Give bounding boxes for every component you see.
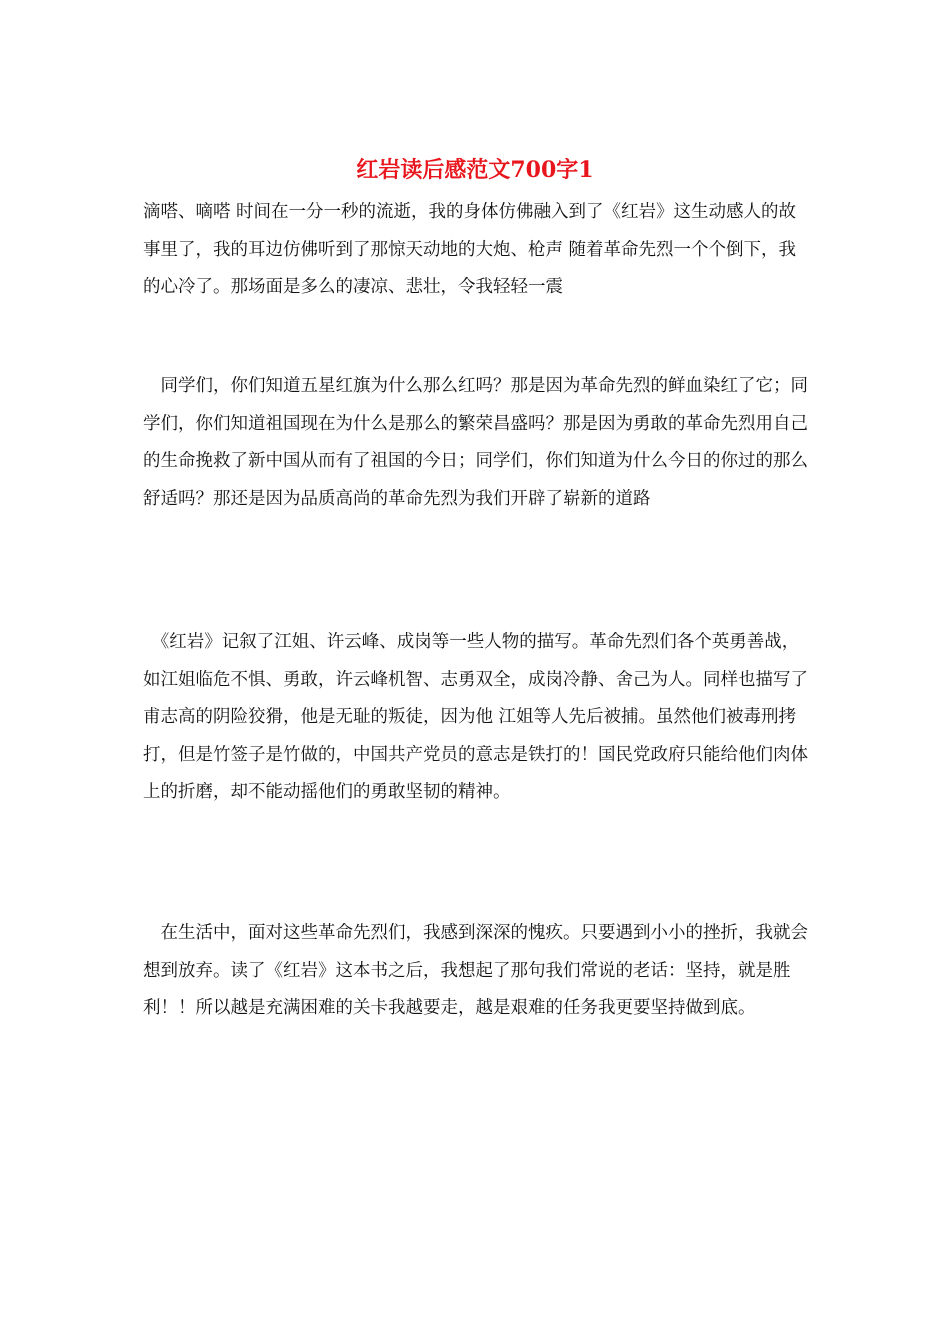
paragraph-4: 在生活中，面对这些革命先烈们，我感到深深的愧疚。只要遇到小小的挫折，我就会想到放弃。读了《红岩》这本书之后，我想起了那句我们常说的老话：坚持，就是胜利！！所以越是充满困难的关卡我越要走，越是艰难的任务我更要坚持做到底。 xyxy=(143,923,808,1018)
paragraph-2: 同学们，你们知道五星红旗为什么那么红吗？那是因为革命先烈的鲜血染红了它；同学们，你们知道祖国现在为什么是那么的繁荣昌盛吗？那是因为勇敢的革命先烈用自己的生命挽救了新中国从而有了祖国的今日；同学们，你们知道为什么今日的你过的那么舒适吗？那还是因为品质高尚的革命先烈为我们开辟了崭新的道路 xyxy=(143,376,808,509)
document-title: 红岩读后感范文700字1 xyxy=(356,157,594,183)
paragraph-3: 《红岩》记叙了江姐、许云峰、成岗等一些人物的描写。革命先烈们各个英勇善战，如江姐临危不惧、勇敢，许云峰机智、志勇双全，成岗冷静、舍己为人。同样也描写了甫志高的阴险狡猾，他是无耻的叛徒，因为他 江姐等人先后被捕。虽然他们被毒刑拷打，但是竹签子是竹做的，中国共产党员的意志是铁打的！国民党政府只能给他们肉体上的折磨，却不能动摇他们的勇敢坚韧的精神。 xyxy=(143,632,808,802)
paragraph-1: 滴嗒、嘀嗒 时间在一分一秒的流逝，我的身体仿佛融入到了《红岩》这生动感人的故事里了，我的耳边仿佛听到了那惊天动地的大炮、枪声 随着革命先烈一个个倒下，我的心冷了。那场面是多么的凄凉、悲壮，令我轻轻一震 xyxy=(143,202,797,297)
